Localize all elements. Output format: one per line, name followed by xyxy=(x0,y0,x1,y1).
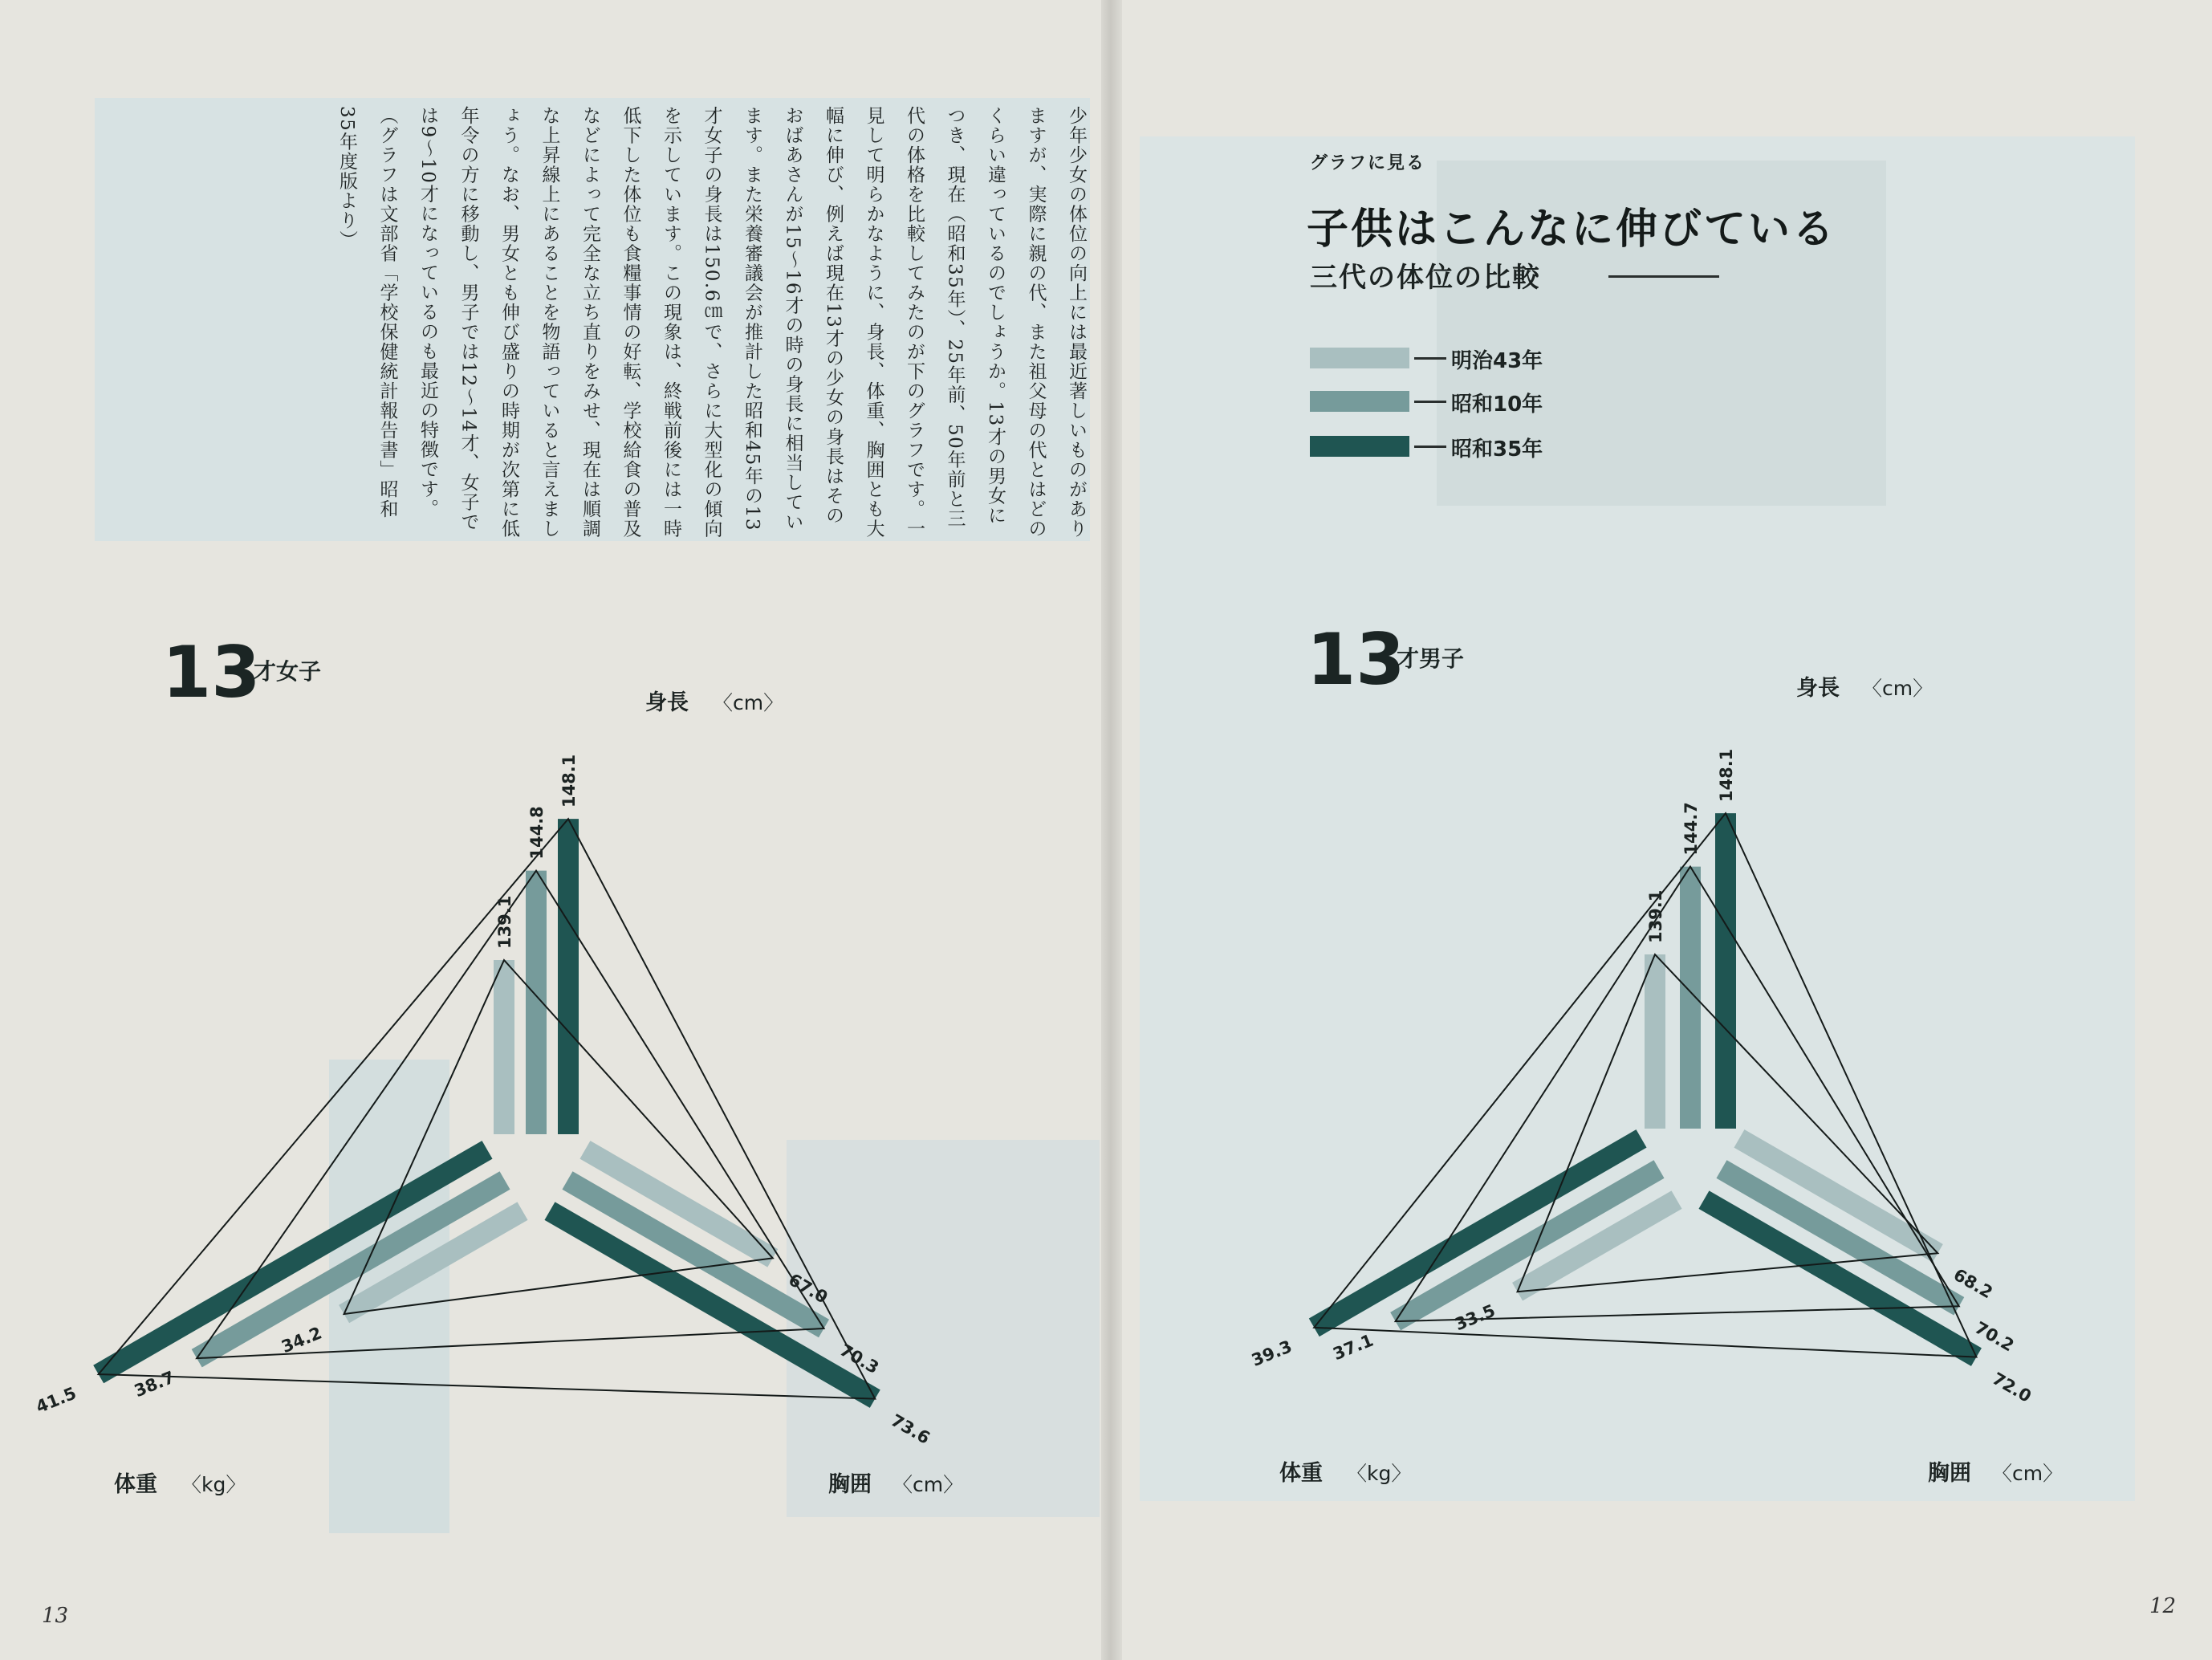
value-label: 72.0 xyxy=(1989,1369,2035,1406)
axis-label-chest: 胸囲 xyxy=(1928,1461,1971,1486)
value-label: 148.1 xyxy=(1717,748,1736,803)
essay-text: 少年少女の体位の向上には最近著しいものがありますが、実際に親の代、また祖父母の代とはどのくらい違っているのでしょうか。13才の男女につき、現在（昭和35年）、25年前、50年前と三代の体格を比較してみたのが下のグラフです。一見して明らかなように、身長、体重、胸囲とも大幅に伸び、例えば現在13才の少女の身長はそのおばあさんが15～16才の時の身長に相当しています。また栄養審議会が推計した昭和45年の13才女子の身長は150.6㎝で、さらに大型化の傾向を示しています。この現象は、終戦前後には一時低下した体位も食糧事情の好転、学校給食の普及などによって完全な立ち直りをみせ、現在は順調な上昇線上にあることを物語っていると言えましょう。なお、男女とも伸び盛りの時期が次第に低年令の方に移動し、男子では12～14才、女子では9～10才になっているのも最近の特徴です。（グラフは文部省「学校保健統計報告書」昭和35年度版より） xyxy=(336,106,1087,539)
value-label: 148.1 xyxy=(559,754,579,808)
bars-group xyxy=(1314,813,1976,1357)
value-label: 139.1 xyxy=(495,895,514,950)
legend-label: 昭和35年 xyxy=(1451,437,1543,462)
page-title: 子供はこんなに伸びている xyxy=(1307,205,1837,254)
axis-label-weight: 体重 xyxy=(1279,1461,1323,1486)
value-label: 33.5 xyxy=(1452,1300,1498,1335)
axis-unit-chest: 〈cm〉 xyxy=(1992,1462,2064,1485)
bars-group xyxy=(99,819,876,1398)
value-label: 67.0 xyxy=(785,1269,832,1308)
axis-unit-height: 〈cm〉 xyxy=(1862,677,1933,700)
axis-label-weight: 体重 xyxy=(114,1472,157,1497)
title-kicker: グラフに見る xyxy=(1310,153,1426,173)
value-label: 34.2 xyxy=(279,1323,325,1357)
bar-昭和10年 xyxy=(197,1181,505,1359)
page-subtitle: 三代の体位の比較 xyxy=(1310,262,1541,294)
bar-昭和10年 xyxy=(1396,1170,1659,1322)
value-label: 139.1 xyxy=(1646,889,1665,944)
value-label: 41.5 xyxy=(33,1383,79,1418)
chart-boys xyxy=(1249,618,2063,1486)
axis-unit-height: 〈cm〉 xyxy=(713,691,784,714)
axis-unit-weight: 〈kg〉 xyxy=(1347,1462,1412,1485)
axis-label-height: 身長 xyxy=(1796,676,1840,701)
value-label: 38.7 xyxy=(131,1367,177,1402)
chart-group-label: 才女子 xyxy=(254,658,322,685)
axis-unit-chest: 〈cm〉 xyxy=(893,1473,964,1496)
chart-age-number: 13 xyxy=(1307,618,1405,701)
value-label: 39.3 xyxy=(1248,1337,1295,1370)
chart-group-label: 才男子 xyxy=(1397,645,1465,672)
chart-girls xyxy=(33,631,963,1497)
value-label: 73.6 xyxy=(887,1410,933,1448)
bar-昭和35年 xyxy=(1314,1138,1641,1327)
page-number-right: 12 xyxy=(2149,1594,2177,1618)
value-label: 144.8 xyxy=(527,806,547,860)
legend-label: 昭和10年 xyxy=(1451,393,1543,417)
value-label: 68.2 xyxy=(1950,1264,1996,1303)
value-label: 70.2 xyxy=(1971,1317,2018,1356)
legend-label: 明治43年 xyxy=(1451,349,1543,373)
axis-unit-weight: 〈kg〉 xyxy=(181,1473,246,1496)
page-number-left: 13 xyxy=(42,1604,69,1628)
axis-label-chest: 胸囲 xyxy=(828,1472,872,1497)
bar-昭和35年 xyxy=(1704,1200,1976,1357)
chart-age-number: 13 xyxy=(162,631,261,714)
value-label: 37.1 xyxy=(1330,1330,1376,1365)
axis-label-height: 身長 xyxy=(645,690,689,715)
value-label: 144.7 xyxy=(1681,802,1701,856)
value-label: 70.3 xyxy=(836,1340,883,1378)
